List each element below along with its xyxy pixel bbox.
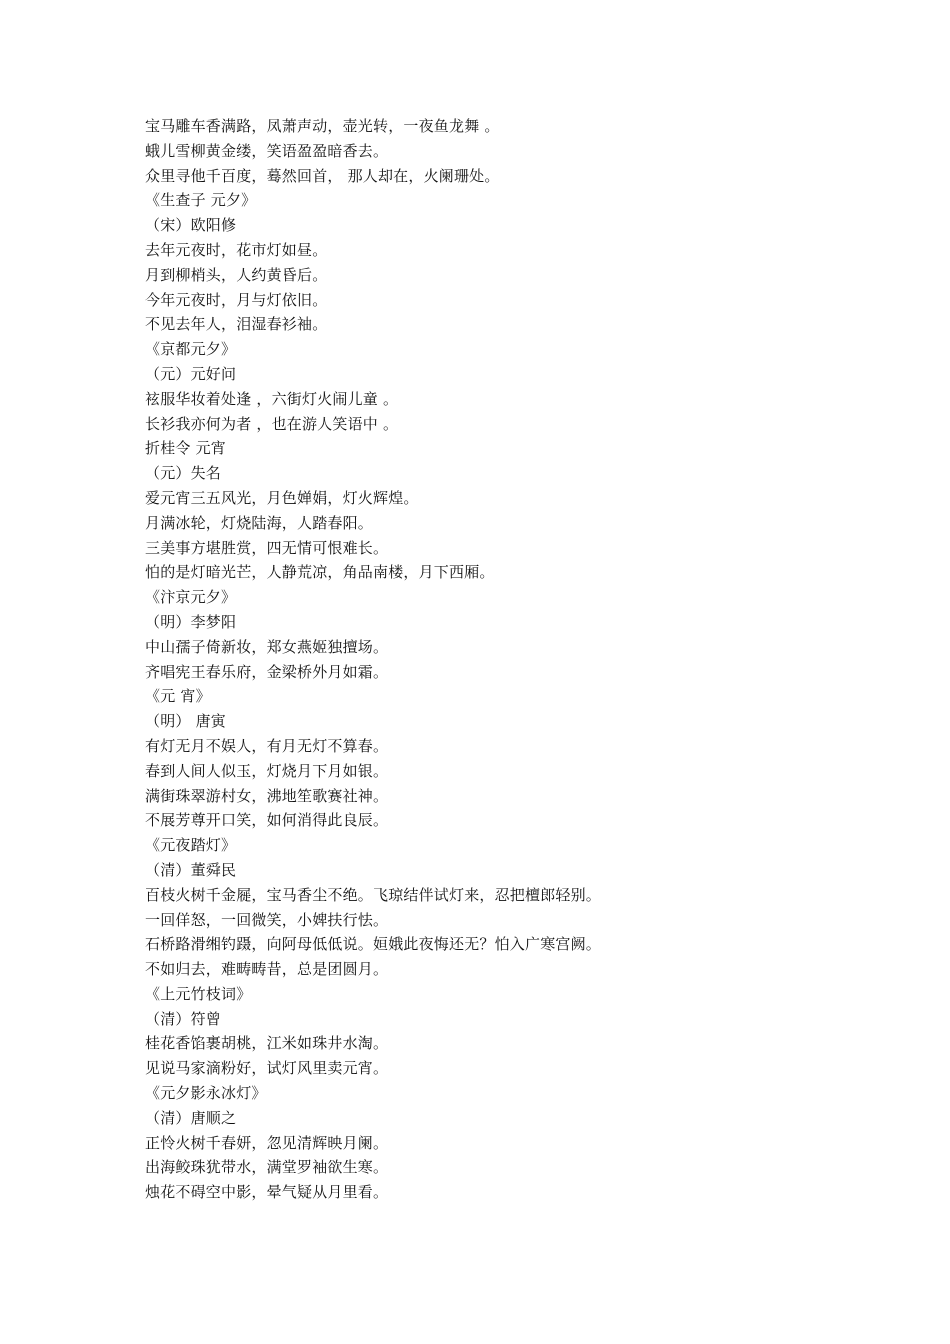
text-line: 怕的是灯暗光芒，人静荒凉，角品南楼，月下西厢。	[145, 563, 495, 582]
text-line: 石桥路滑缃钓蹑，向阿母低低说。姮娥此夜悔还无？怕入广寒宫阙。	[145, 935, 602, 954]
text-line: 百枝火树千金屣，宝马香尘不绝。飞琼结伴试灯来，忍把檀郎轻别。	[145, 885, 602, 904]
poem-title: 《汴京元夕》	[145, 588, 237, 607]
text-line: 蛾儿雪柳黄金缕，笑语盈盈暗香去。	[145, 141, 389, 160]
poem-author: （明）李梦阳	[145, 612, 237, 631]
poem-author: （宋）欧阳修	[145, 216, 237, 235]
poem-title: 《生查子 元夕》	[145, 191, 257, 210]
text-line: 出海鲛珠犹带水，满堂罗袖欲生寒。	[145, 1158, 389, 1177]
poem-title: 《京都元夕》	[145, 340, 237, 359]
poem-author: （清）董舜民	[145, 860, 237, 879]
text-line: 齐唱宪王春乐府，金梁桥外月如霜。	[145, 662, 389, 681]
poem-title: 折桂令 元宵	[145, 439, 226, 458]
poem-author: （元）失名	[145, 464, 222, 483]
text-line: 烛花不碍空中影，晕气疑从月里看。	[145, 1183, 389, 1202]
text-line: 月满冰轮，灯烧陆海，人踏春阳。	[145, 513, 374, 532]
poem-author: （清）唐顺之	[145, 1108, 237, 1127]
text-line: 月到柳梢头，人约黄昏后。	[145, 265, 328, 284]
text-line: 众里寻他千百度，蓦然回首， 那人却在，火阑珊处。	[145, 166, 500, 185]
poem-text-block	[145, 114, 865, 1205]
text-line: 不见去年人，泪湿春衫袖。	[145, 315, 328, 334]
poem-title: 《元 宵》	[145, 687, 211, 706]
text-line: 宝马雕车香满路，凤萧声动，壶光转，一夜鱼龙舞 。	[145, 117, 500, 135]
text-line: 三美事方堪胜赏，四无情可恨难长。	[145, 538, 389, 557]
text-line: 有灯无月不娱人，有月无灯不算春。	[145, 736, 389, 755]
text-line: 长衫我亦何为者 ，也在游人笑语中 。	[145, 414, 399, 433]
text-line: 中山孺子倚新妆，郑女燕姬独擅场。	[145, 637, 389, 656]
text-line: 满街珠翠游村女，沸地笙歌赛社神。	[145, 786, 389, 805]
text-line: 今年元夜时，月与灯依旧。	[145, 290, 328, 309]
text-line: 爱元宵三五风光，月色婵娟，灯火辉煌。	[145, 488, 419, 507]
text-line: 不如归去，难畴畴昔，总是团圆月。	[145, 960, 389, 979]
poem-title: 《上元竹枝词》	[145, 984, 252, 1003]
poem-title: 《元夜踏灯》	[145, 836, 237, 855]
text-line: 见说马家滴粉好，试灯风里卖元宵。	[145, 1059, 389, 1078]
poem-author: （元）元好问	[145, 364, 237, 383]
text-line: 不展芳尊开口笑，如何消得此良辰。	[145, 811, 389, 830]
text-line: 袨服华妆着处逢 ，六街灯火闹儿童 。	[145, 389, 399, 408]
poem-author: （明） 唐寅	[145, 712, 226, 731]
poem-author: （清）符曾	[145, 1009, 222, 1028]
text-line: 桂花香馅裹胡桃，江米如珠井水淘。	[145, 1034, 389, 1053]
text-line: 一回佯怒，一回微笑，小婢扶行怯。	[145, 910, 389, 929]
poem-title: 《元夕影永冰灯》	[145, 1084, 267, 1103]
text-line: 去年元夜时，花市灯如昼。	[145, 240, 328, 259]
text-line: 春到人间人似玉，灯烧月下月如银。	[145, 761, 389, 780]
text-line: 正怜火树千春妍，忽见清辉映月阑。	[145, 1133, 389, 1152]
